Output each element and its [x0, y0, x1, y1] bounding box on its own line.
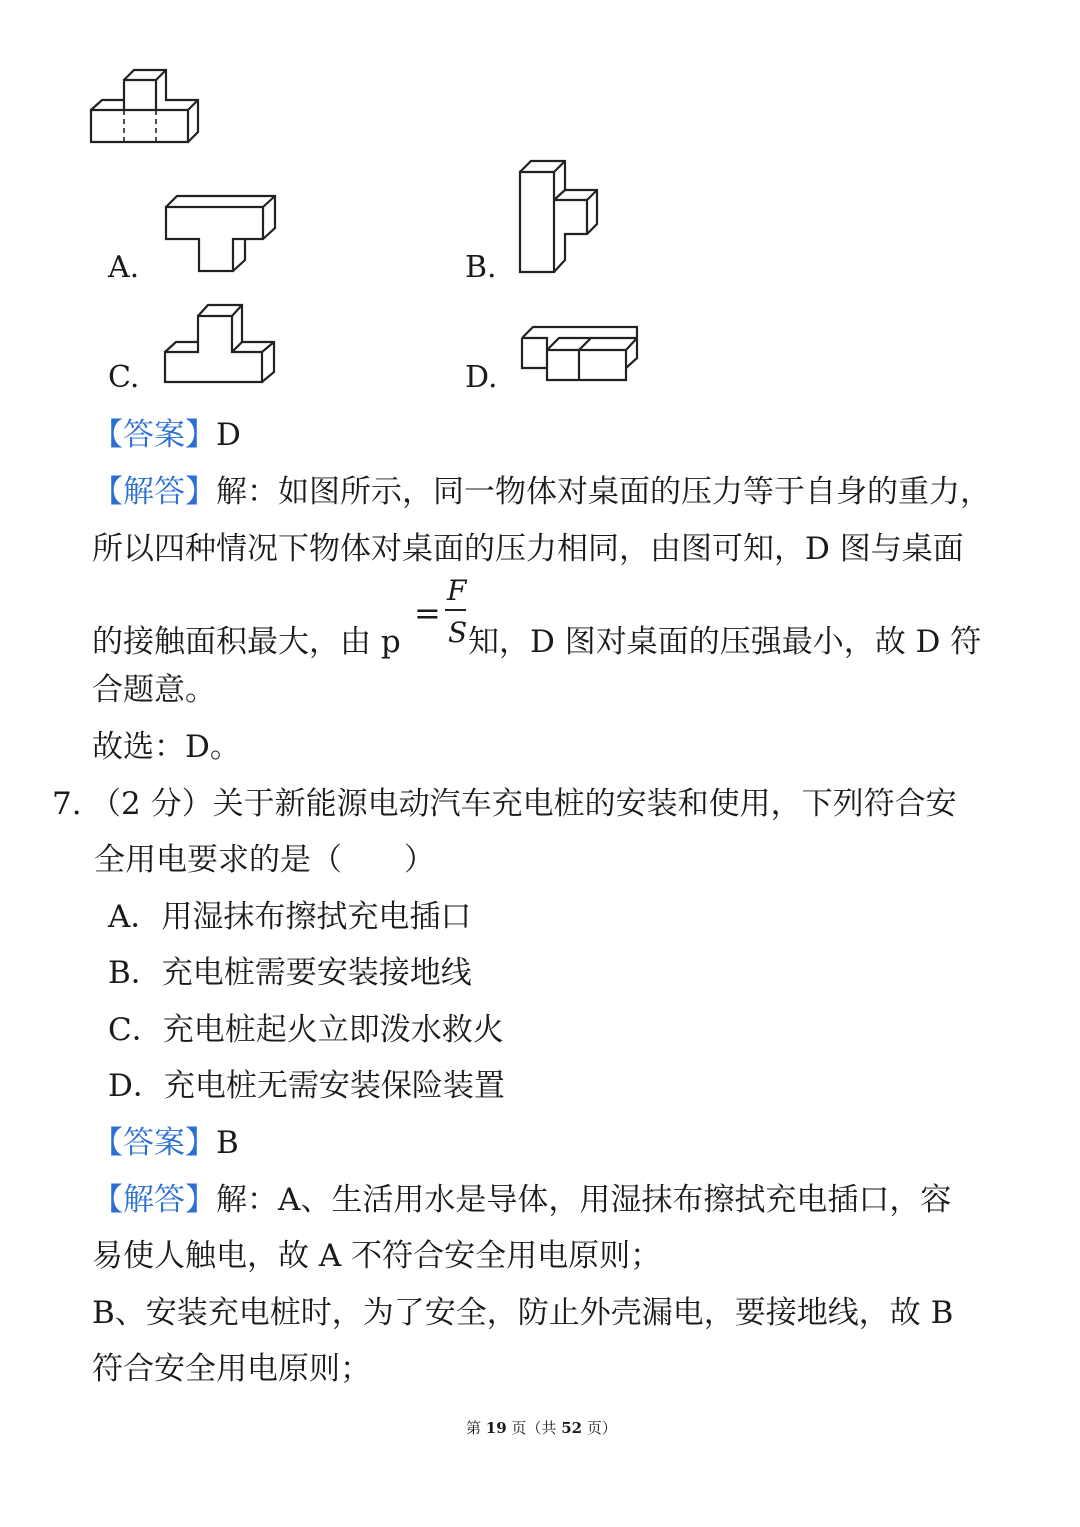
prev-solution-line-3a: 的接触面积最大，由 p	[92, 624, 401, 660]
q7-solution-line-4: 符合安全用电原则；	[92, 1351, 371, 1387]
q7-option-d: D．充电桩无需安装保险装置	[108, 1068, 505, 1104]
formula-denominator: S	[448, 616, 468, 649]
footer-page-number: 19	[485, 1419, 507, 1437]
q7-option-a: A．用湿抹布擦拭充电插口	[108, 899, 472, 935]
solution-label: 【解答】	[92, 474, 216, 510]
solution-text: 解：如图所示，同一物体对桌面的压力等于自身的重力，	[216, 474, 991, 510]
page-footer	[466, 1417, 617, 1438]
prev-solution-line-1	[92, 472, 991, 512]
option-b-figure	[517, 158, 607, 278]
q7-solution-text: 解：A、生活用水是导体，用湿抹布擦拭充电插口，容	[216, 1182, 952, 1218]
option-b-label: B.	[465, 250, 497, 285]
option-c-label: C.	[108, 360, 140, 395]
q7-solution-line-2: 易使人触电，故 A 不符合安全用电原则；	[92, 1238, 662, 1274]
answer-value: D	[216, 417, 241, 453]
q7-number: 7.	[52, 786, 82, 822]
solid-object-figure	[88, 68, 208, 148]
prev-solution-line-2: 所以四种情况下物体对桌面的压力相同，由图可知，D 图与桌面	[92, 531, 964, 567]
prev-solution-line-4: 合题意。	[92, 672, 216, 708]
formula-equals: =	[414, 594, 441, 632]
option-d-figure	[519, 322, 644, 387]
option-c-figure	[162, 302, 282, 387]
q7-answer-label: 【答案】	[92, 1125, 216, 1161]
q7-answer-line	[92, 1123, 239, 1163]
footer-post: 页）	[582, 1419, 617, 1437]
q7-solution-line-1	[92, 1180, 951, 1220]
q7-option-b: B．充电桩需要安装接地线	[108, 955, 472, 991]
fraction-bar	[445, 609, 466, 611]
q7-solution-line-3: B、安装充电桩时，为了安全，防止外壳漏电，要接地线，故 B	[92, 1295, 954, 1331]
footer-pre: 第	[466, 1419, 486, 1437]
q7-answer-value: B	[216, 1125, 239, 1161]
q7-option-c: C．充电桩起火立即泼水救火	[108, 1012, 504, 1048]
prev-answer-line	[92, 415, 241, 455]
formula-numerator: F	[447, 574, 467, 607]
option-a-figure	[163, 193, 283, 278]
option-d-label: D.	[465, 360, 498, 395]
prev-solution-line-3b: 知，D 图对桌面的压强最小，故 D 符	[468, 624, 982, 660]
option-a-label: A.	[108, 250, 140, 285]
answer-label: 【答案】	[92, 417, 216, 453]
q7-stem-line-2: 全用电要求的是（ ）	[94, 842, 435, 878]
q7-solution-label: 【解答】	[92, 1182, 216, 1218]
q7-stem-line-1: （2 分）关于新能源电动汽车充电桩的安装和使用，下列符合安	[90, 786, 957, 822]
prev-solution-line-5: 故选：D。	[92, 729, 241, 765]
footer-mid: 页（共	[506, 1419, 562, 1437]
footer-total-pages: 52	[561, 1419, 583, 1437]
